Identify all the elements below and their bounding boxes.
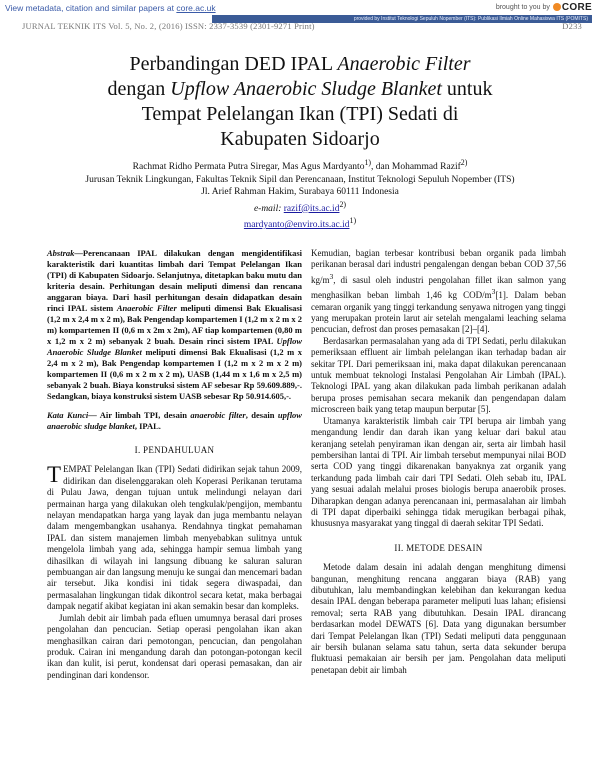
email-link-mardyanto[interactable]: mardyanto@enviro.its.ac.id xyxy=(243,220,350,231)
core-logo-icon xyxy=(553,3,561,11)
right-column xyxy=(311,248,566,676)
intro-paragraph-1: TEMPAT Pelelangan Ikan (TPI) Sedati didirikan sejak tahun 2009, didirikan dan diselenggarakan oleh Koperasi Perikanan terutama di Pulau Jawa, dengan tujuan untuk melindungi nelayan dari permainan harga yang dilakukan oleh tengkulak/pengijon, membantu nelayan mendapatkan harga yang layak dan juga membantu nelayan dalam mengembangkan usahanya. Rendahnya tingkat pemahaman IPAL dan sistem manajemen limbah menyebabkan sulitnya untuk mengelola limbah yang ada, sehingga hampir semua limbah yang dihasilkan di wilayah ini langsung dibuang ke saluran saluran pembuangan air dan langsung menuju ke sungai dan mencemari badan air tersebut. Jika kondisi ini tidak segera diwaspadai, dan permasalahan lingkungan tidak dikontrol secara ketat, maka berbagai dampak negatif akibat kegiatan ini akan semakin besar dan kompleks. xyxy=(47,462,302,612)
abstract: Abstrak—Perencanaan IPAL dilakukan dengan mengidentifikasi karakteristik dari kuantitas limbah dari Tempat Pelelangan Ikan (TPI) di Kabupaten Sidoarjo. Selanjutnya, ditetapkan baku mutu dan kriteria desain. Perhitungan desain meliputi dimensi dan rencana anggaran biaya. Dari hasil perhitungan desain didapatkan desain rinci IPAL sistem Anaerobic Filter meliputi dimensi Bak Ekualisasi (1,2 m x 2,4 m x 2 m), Bak Pengendap kompartemen I (1,2 m x 2 m x 2 m) kompartemen II (0,6 m x 2m x 2m), AF tiap kompartemen (0,80 m x 1,2 m x 2 m) sebanyak 2 buah. Desain rinci sistem IPAL Upflow Anaerobic Sludge Blanket meliputi dimensi Bak Ekualisasi (1,2 m x 2,4 m x 2 m), Bak Pengendap kompartemen I (1,2 m x 2 m x 2 m) kompartemen II (0,6 m x 2 m x 2 m), UASB (1,44 m x 1,6 m x 2,5 m) sebanyak 2 buah. Biaya konstruksi sistem AF sebesar Rp 59.609.889,-. Sedangkan, biaya konstruksi sistem UASB sebesar Rp 50.914.605,-. xyxy=(47,248,302,401)
core-logo[interactable]: CORE xyxy=(553,2,592,13)
paper-title: Perbandingan DED IPAL Anaerobic Filter dengan Upflow Anaerobic Sludge Blanket untuk Tempat Pelelangan Ikan (TPI) Sedati di Kabupaten Sidoarjo xyxy=(107,53,493,150)
right-paragraph-2: Berdasarkan permasalahan yang ada di TPI Sedati, perlu dilakukan pemeriksaan effluent air limbah pelelangan ikan terhadap badan air sekitar TPI. Dari pemeriksaan ini, maka dapat dilakukan perencanaan untuk membuat teknologi Instalasi Pengolahan Air Limbah (IPAL). Teknologi IPAL yang akan dilakukan pada limbah perikanan adalah berupa proses pemisahan secara mekanik dan pengendapan dalam microscreen baik yang tetap maupun berputar [5]. xyxy=(311,335,566,415)
intro-paragraph-2: Jumlah debit air limbah pada efluen umumnya berasal dari proses pengolahan dan pencucian. Setiap operasi pengolahan ikan akan menghasilkan cairan dari pemotongan, pencucian, dan pengolahan produk. Cairan ini mengandung darah dan potongan-potongan kecil ikan dan kulit, isi perut, kondensat dari operasi pemasakan, dan air pendinginan dari kondensor. xyxy=(47,612,302,680)
section-heading-metode: II. METODE DESAIN xyxy=(394,542,483,553)
method-paragraph: Metode dalam desain ini adalah dengan menghitung dimensi bangunan, menghitung rencana anggaran biaya (RAB) yang dibutuhkan, lalu membandingkan kelebihan dan kekurangan kedua desain IPAL dengan beberapa parameter meliputi luas lahan; efisiensi removal; serta RAB yang dibutuhkan. Desain IPAL dirancang berdasarkan model DEWATS [6]. Data yang digunakan bersumber dari Tempat Pelelangan Ikan (TPI) Sedati meliputi data penggunaan air bersih bulanan selama satu tahun, serta data sekunder berupa fluktuasi pemakaian air bersih per jam. Pengolahan data meliputi penetapan debit air limbah xyxy=(311,562,566,675)
email-link-razif[interactable]: razif@its.ac.id xyxy=(283,203,340,214)
journal-header: JURNAL TEKNIK ITS Vol. 5, No. 2, (2016) ISSN: 2337-3539 (2301-9271 Print) D233 xyxy=(22,21,582,31)
provided-by-bar: provided by Institut Teknologi Sepuluh Nopember (ITS): Publikasi Ilmiah Online Mahasiswa ITS (POMITS) xyxy=(212,15,592,23)
author-block: Rachmat Ridho Permata Putra Siregar, Mas Agus Mardyanto$^{1)}$, dan Mohammad Razif$^{2)}$ Jurusan Teknik Lingkungan, Fakultas Teknik Sipil dan Perencanaan, Institut Teknologi Sepuluh Nopember (ITS) Jl. Arief Rahman Hakim, Surabaya 60111 Indonesia e-mail: $razif@its.ac.id^{2)}$ $mardyanto@enviro.its.ac.id^{1)}$ xyxy=(85,158,515,231)
left-column xyxy=(47,248,302,681)
metadata-notice: View metadata, citation and similar papers at core.ac.uk xyxy=(5,3,216,13)
right-paragraph-3: Utamanya karakteristik limbah cair TPI berupa air limbah yang mengandung lendir dan darah ikan yang keluar dari bakul atau keranjang setelah penyiraman ikan dengan air, serta air limbah hasil pembersihan lantai di TPI. Air limbah tersebut mempunyai nilai BOD serta COD yang tinggi dikarenakan banyaknya zat organik yang terkandung pada limbah cair dari TPI Sedati. Oleh sebab itu, IPAL yang sesuai adalah melalui proses biologis berupa anaerobik proses. Diharapkan dengan adanya perencanaan ini, permasalahan air limbah di TPI dapat diperbaiki sehingga tidak merugikan berbagai pihak, khususnya masyarakat yang tinggal di daerah sekitar TPI Sedati. xyxy=(311,415,566,529)
brought-by: brought to you by CORE xyxy=(495,2,592,13)
keywords: Kata Kunci— Air limbah TPI, desain anaerobic filter, desain upflow anaerobic sludge blanket, IPAL. xyxy=(47,410,302,431)
section-heading-pendahuluan: I. PENDAHULUAN xyxy=(134,445,215,455)
page-number: D233 xyxy=(562,21,582,31)
core-banner xyxy=(0,0,600,22)
drop-cap: T xyxy=(47,462,62,488)
core-link[interactable]: core.ac.uk xyxy=(176,3,216,13)
right-paragraph-1: Kemudian, bagian terbesar kontribusi beban organik pada limbah perikanan berasal dari industri pengalengan dengan beban COD 37,56 $kg/m^3$, di sasul oleh industri pengolahan fillet ikan salmon yang menghasilkan beban limbah 1,46 kg COD/$m^3[1]$. Dalam beban cemaran organik yang tinggi terkandung senyawa nitrogen yang tinggi yang merupakan protein larut air setelah mengalami leaching selama pencucian, defrost dan proses pemasakan [2]–[4]. xyxy=(311,248,566,335)
